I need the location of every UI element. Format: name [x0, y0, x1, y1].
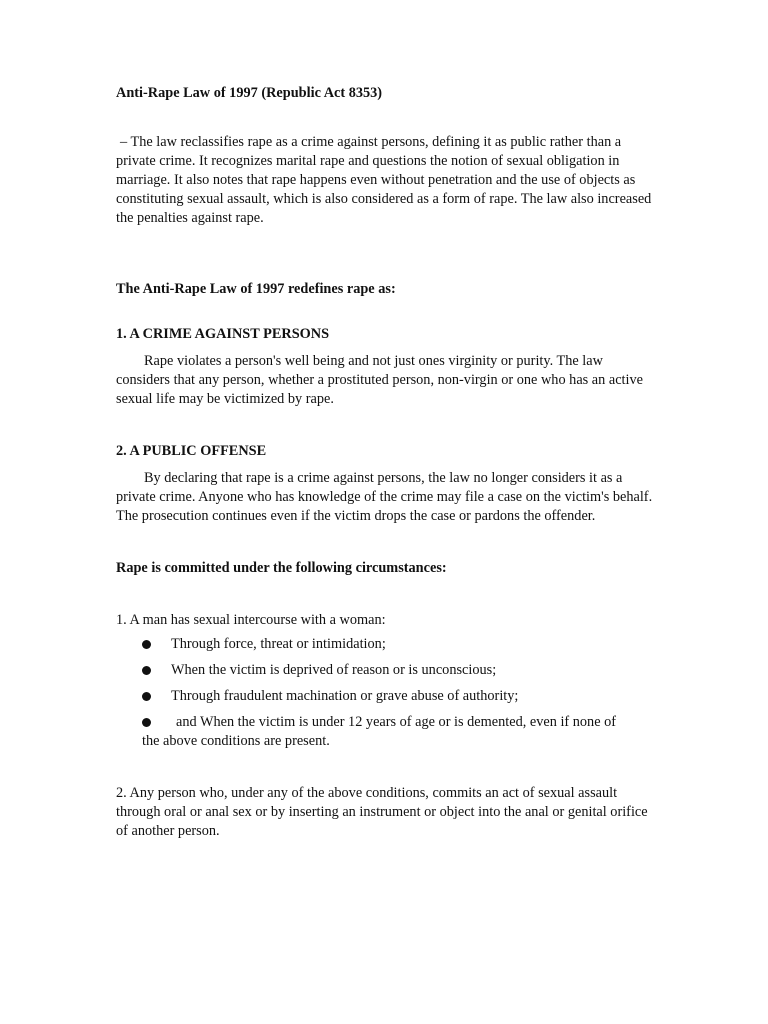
bullet-text: When the victim is deprived of reason or is unconscious; [171, 662, 497, 678]
section-heading-public-offense: 2. A PUBLIC OFFENSE [116, 443, 267, 459]
case-one-bullet-list [116, 635, 656, 751]
section-heading-crime-against-persons: 1. A CRIME AGAINST PERSONS [116, 326, 330, 342]
case-one-intro: 1. A man has sexual intercourse with a woman: [116, 612, 386, 628]
redefines-heading: The Anti-Rape Law of 1997 redefines rape as: [116, 281, 396, 297]
section-body-public-offense: By declaring that rape is a crime against persons, the law no longer considers it as a private crime. Anyone who has knowledge of the crime may file a case on the victim's behalf. The prosecution continues even if the victim drops the case or pardons the offender. [116, 470, 653, 524]
bullet-icon [142, 666, 151, 675]
document-page [116, 84, 656, 841]
circumstances-heading: Rape is committed under the following circumstances: [116, 560, 447, 576]
list-item [116, 687, 656, 706]
bullet-icon [142, 718, 151, 727]
bullet-text: and When the victim is under 12 years of age or is demented, even if none of [176, 714, 617, 730]
list-item [116, 713, 656, 751]
document-title: Anti-Rape Law of 1997 (Republic Act 8353) [116, 85, 383, 101]
list-item [116, 635, 656, 654]
bullet-text: Through fraudulent machination or grave abuse of authority; [171, 688, 519, 704]
section-body-crime-against-persons: Rape violates a person's well being and not just ones virginity or purity. The law considers that any person, whether a prostituted person, non-virgin or one who has an active sexual life may be victimized by rape. [116, 353, 643, 407]
list-item [116, 661, 656, 680]
case-two-paragraph: 2. Any person who, under any of the above conditions, commits an act of sexual assault through oral or anal sex or by inserting an instrument or object into the anal or genital orifice of another person. [116, 785, 648, 839]
bullet-text: Through force, threat or intimidation; [171, 636, 386, 652]
intro-paragraph: – The law reclassifies rape as a crime against persons, defining it as public rather than a private crime. It recognizes marital rape and questions the notion of sexual obligation in marriage. It also notes that rape happens even without penetration and the use of objects as constituting sexual assault, which is also considered as a form of rape. The law also increased the penalties against rape. [116, 134, 652, 226]
bullet-icon [142, 640, 151, 649]
bullet-text-continuation: the above conditions are present. [142, 733, 330, 749]
bullet-icon [142, 692, 151, 701]
